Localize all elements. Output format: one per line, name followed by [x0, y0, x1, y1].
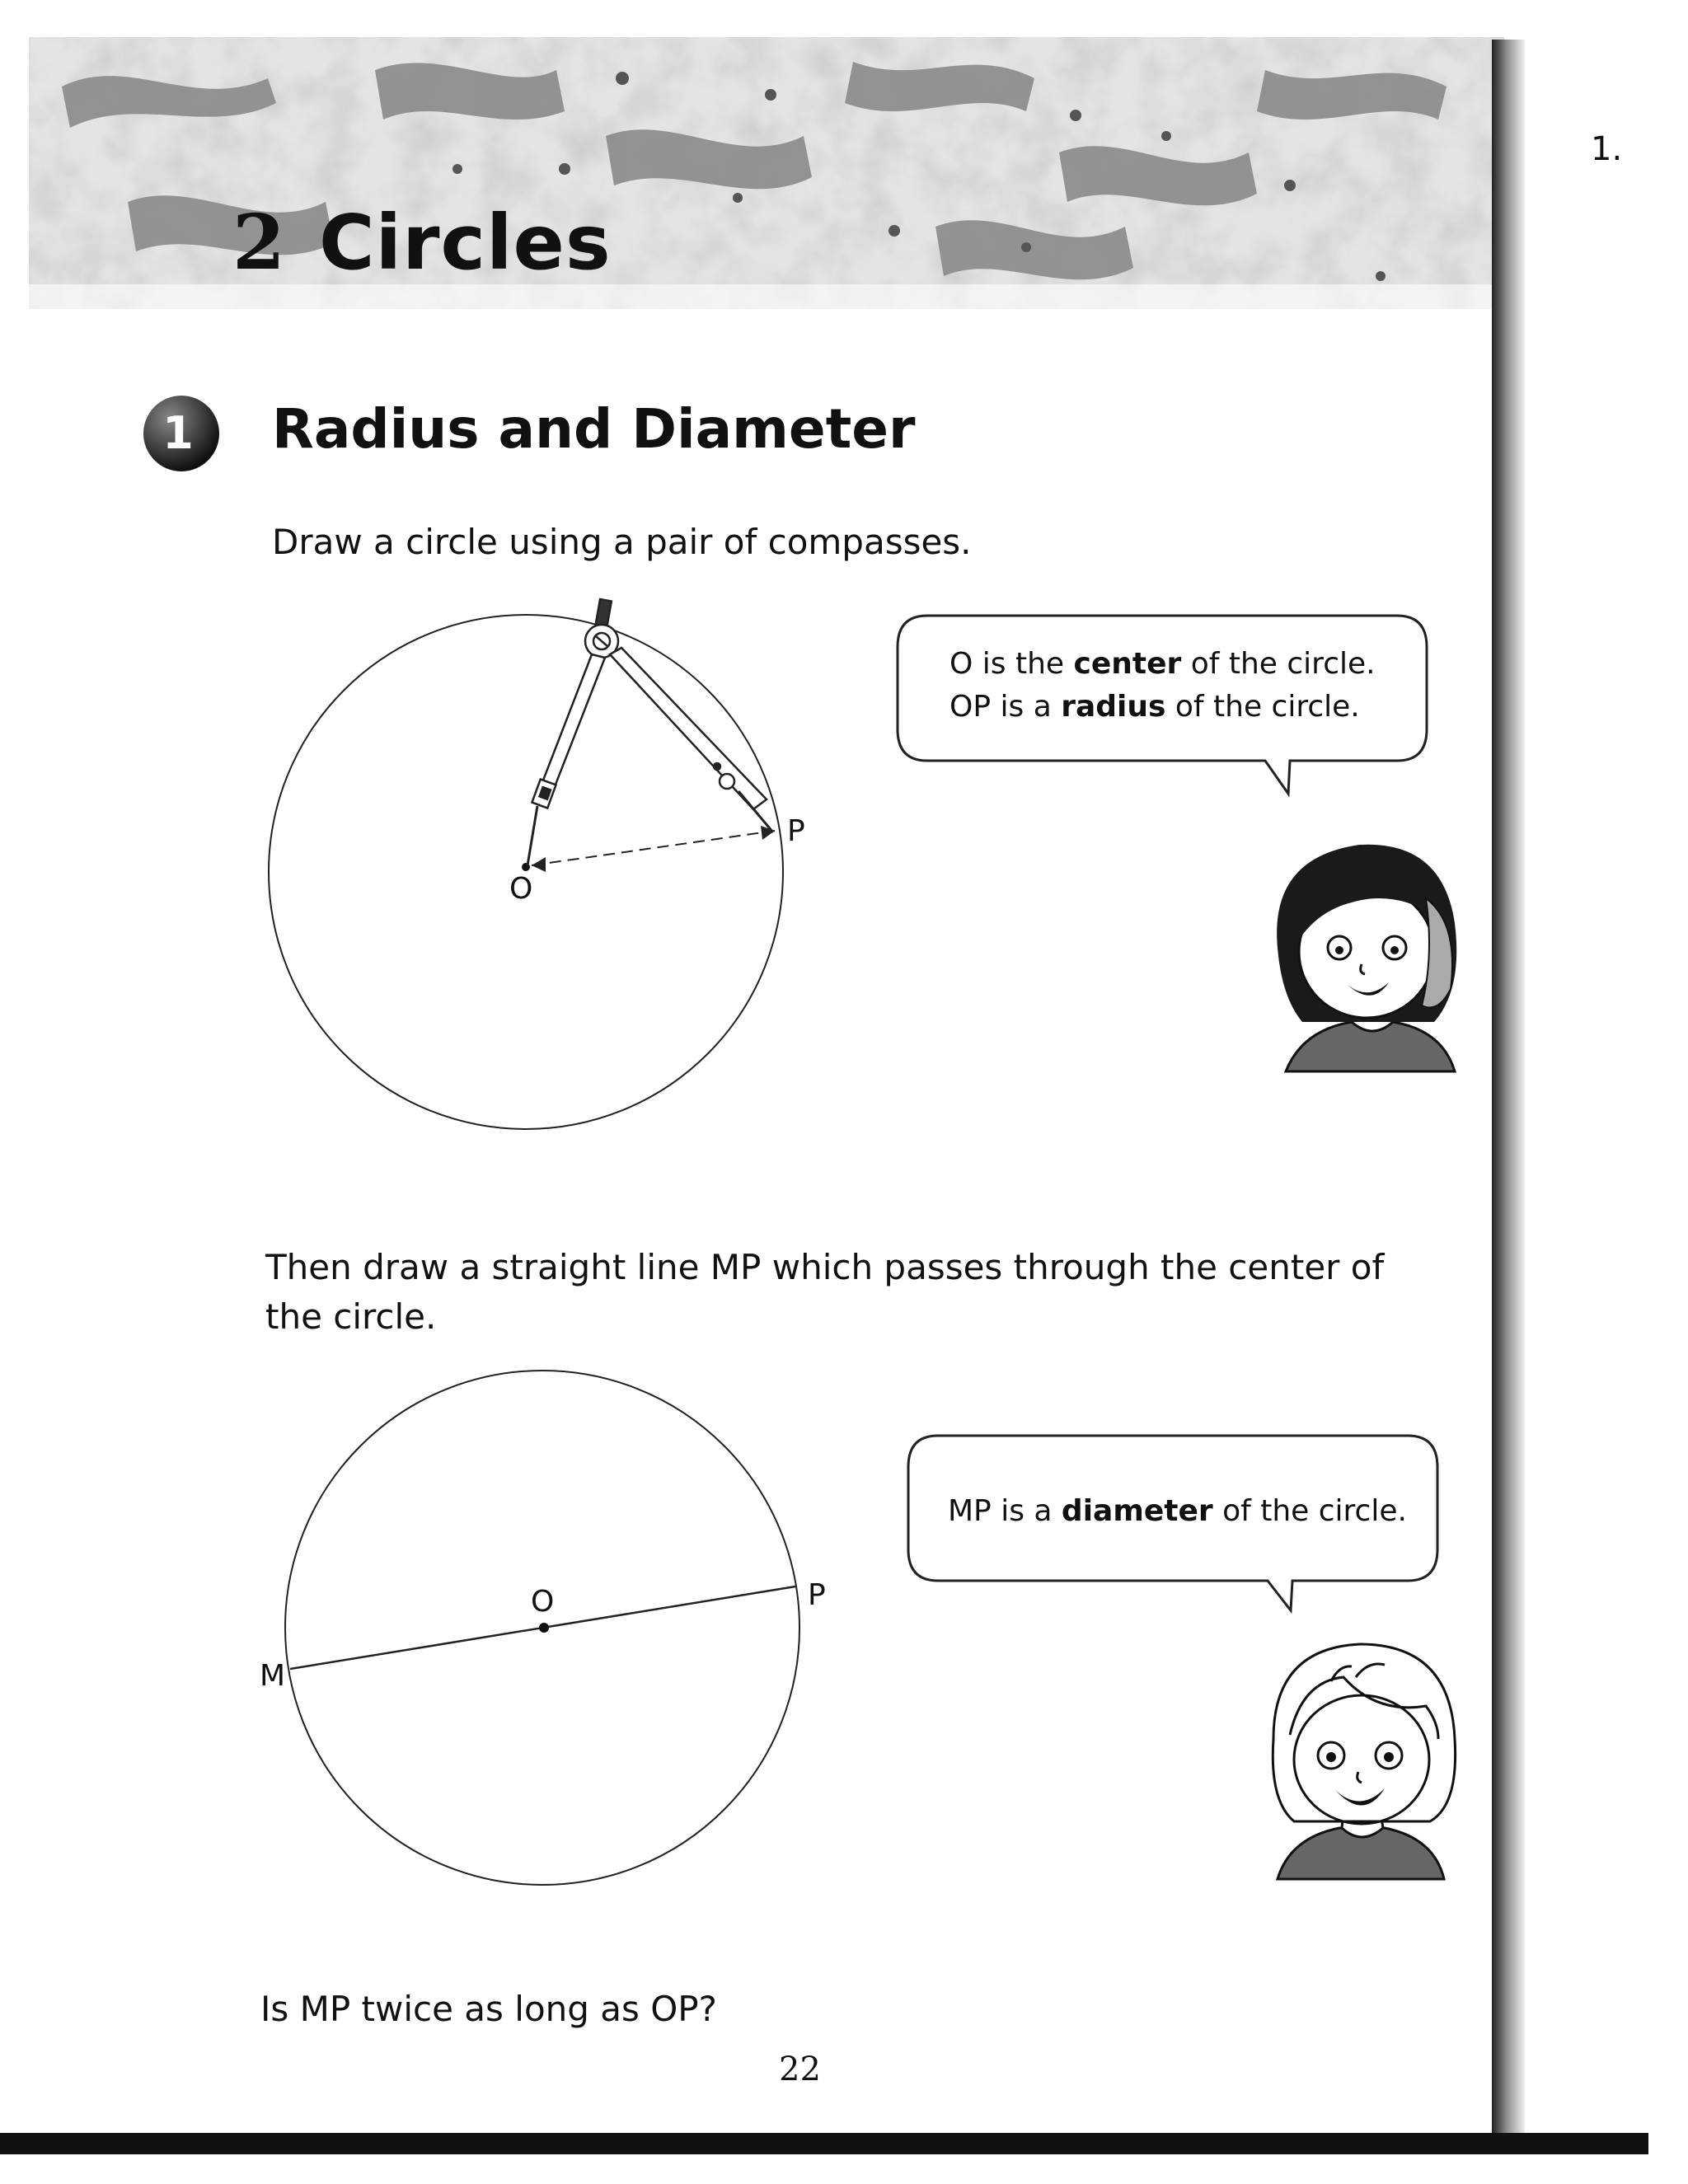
- page-number: 22: [779, 2050, 821, 2088]
- next-page-number-fragment: 1.: [1591, 130, 1623, 168]
- chapter-title: [232, 198, 612, 287]
- label-o: O: [531, 1585, 555, 1619]
- chapter-number: 2: [232, 198, 287, 287]
- instruction-draw-diameter: Then draw a straight line MP which passes through the center of the circle.: [265, 1247, 1385, 1337]
- label-p: P: [808, 1578, 826, 1612]
- bubble-radius-text: [950, 643, 1376, 729]
- bubble-line-center: O is the center of the circle.: [950, 647, 1376, 681]
- center-point: [539, 1623, 549, 1633]
- figure-circle-with-diameter: [247, 1364, 841, 1900]
- label-p: P: [787, 814, 805, 848]
- bubble-diameter-text: MP is a diameter of the circle.: [948, 1494, 1407, 1528]
- bubble-line-radius: OP is a radius of the circle.: [950, 690, 1360, 724]
- section-number: 1: [162, 407, 194, 459]
- instruction-draw-circle: Draw a circle using a pair of compasses.: [272, 522, 972, 562]
- girl-dark-hair-illustration: [1269, 824, 1467, 1080]
- book-spine-shadow: [1492, 40, 1525, 2149]
- chapter-title-text: Circles: [319, 199, 612, 287]
- figure-circle-with-compasses: [247, 593, 824, 1137]
- girl-light-hair-illustration: [1253, 1615, 1467, 1887]
- question-mp-twice-op: Is MP twice as long as OP?: [260, 1989, 717, 2029]
- bottom-edge-bar: [0, 2133, 1648, 2154]
- radius-dashed-line: [532, 831, 775, 865]
- label-m: M: [260, 1659, 286, 1693]
- section-number-badge: [142, 394, 221, 473]
- compasses-icon: [528, 599, 773, 865]
- arrow-head-o: [532, 857, 546, 872]
- label-o: O: [509, 872, 533, 906]
- section-title: Radius and Diameter: [272, 397, 916, 461]
